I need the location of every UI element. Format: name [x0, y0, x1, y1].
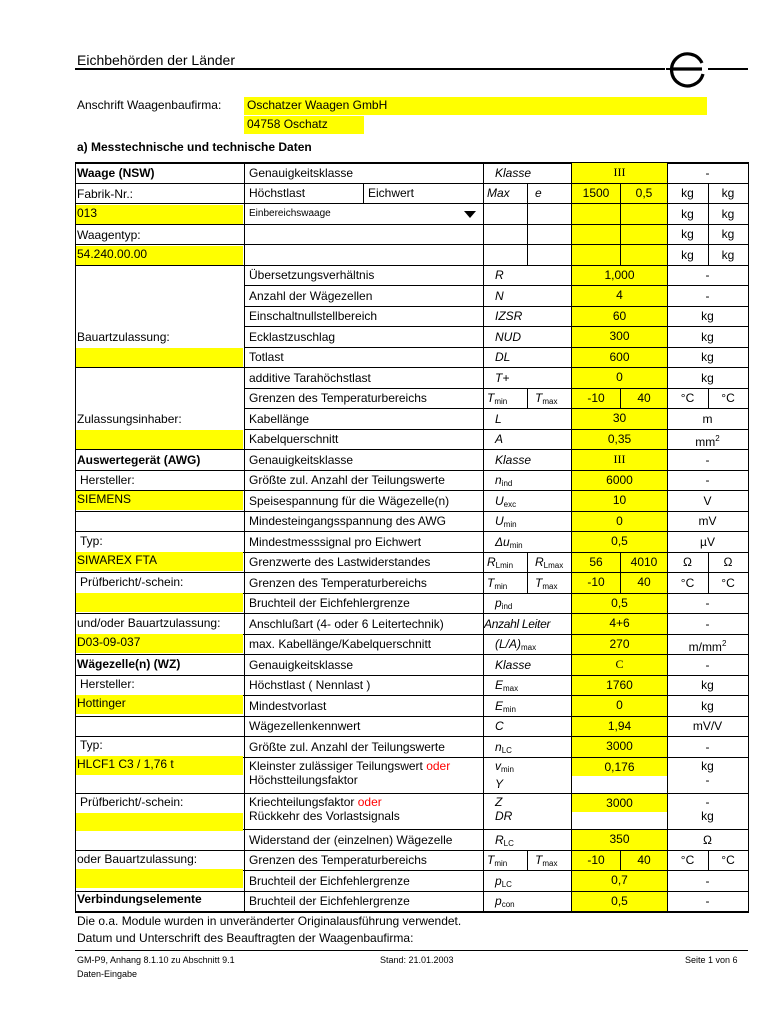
row-16-symbol: $U_{exc}$ — [495, 494, 517, 509]
row-16-unit: V — [703, 494, 712, 508]
row-1-symbol2: e — [535, 186, 542, 200]
row-25-symbol: $E_{max}$ — [495, 678, 519, 693]
left-row-line — [75, 716, 244, 717]
row-10-description: additive Tarahöchstlast — [249, 371, 371, 385]
row-13-description: Kabelquerschnitt — [249, 432, 339, 446]
note-line2: Datum und Unterschrift des Beauftragten der Waagenbaufirma: — [77, 931, 414, 945]
row-17-description: Mindesteingangsspannung des AWG — [249, 514, 447, 528]
row-10-value-field[interactable]: 0 — [572, 368, 667, 388]
row-33-value-field[interactable]: 0,7 — [572, 871, 667, 891]
row-20-value2-field[interactable]: 40 — [621, 573, 667, 593]
left-row-line — [75, 203, 244, 204]
row-7-unit: kg — [701, 309, 714, 323]
col-divider-desc — [244, 162, 245, 911]
row-23-symbol: $(L/A)_{max}$ — [495, 637, 537, 652]
left-row-line — [75, 183, 244, 184]
row-7-description: Einschaltnullstellbereich — [249, 309, 378, 323]
sym-split — [527, 244, 528, 265]
row-29-symbol: $v_{min}$ Y — [495, 759, 514, 791]
footer-bottom: Daten-Eingabe — [77, 969, 138, 979]
row-1-symbol: Max — [487, 186, 510, 200]
left-row-line — [75, 265, 244, 266]
row-11-value2-field[interactable]: 40 — [621, 389, 667, 408]
row-30-description: Kriechteilungsfaktor oder Rückkehr des Vorlastsignals — [249, 795, 400, 823]
awg-hersteller-label: Hersteller: — [80, 473, 135, 487]
row-7-symbol: IZSR — [495, 309, 523, 323]
row-line — [244, 306, 748, 307]
row-13-symbol: A — [495, 432, 504, 446]
row-15-description: Größte zul. Anzahl der Teilungswerte — [249, 473, 445, 487]
row-29-value-field[interactable]: 0,176 — [572, 758, 667, 776]
row-line — [244, 675, 748, 676]
row-26-description: Mindestvorlast — [249, 699, 327, 713]
row-11-symbol: $T_{min}$ — [487, 391, 508, 406]
row-line — [244, 367, 748, 368]
row-5-symbol: R — [495, 268, 504, 282]
row-line — [244, 326, 748, 327]
row-3-unit: kg — [681, 227, 694, 241]
row-14-unit: - — [705, 453, 710, 467]
left-row-line — [75, 572, 244, 573]
wz-typ-field[interactable]: HLCF1 C3 / 1,76 t — [76, 756, 243, 775]
row-1-unit: kg — [681, 186, 694, 200]
row-21-unit: - — [705, 596, 710, 610]
left-row-line — [75, 470, 244, 471]
row-31-unit: Ω — [703, 833, 712, 847]
row-12-unit: m — [702, 412, 713, 426]
row-22-value-field[interactable]: 4+6 — [572, 614, 667, 634]
row-30-unit: - kg — [701, 795, 714, 823]
verbindungselemente-title: Verbindungselemente — [77, 892, 202, 906]
oder-bauartzulassung-field[interactable] — [76, 869, 243, 888]
row-32-unit2: °C — [721, 853, 735, 867]
row-line — [244, 793, 748, 794]
row-24-symbol: Klasse — [495, 658, 532, 672]
undoder-bauartzulassung-label: und/oder Bauartzulassung: — [77, 616, 221, 630]
left-row-line — [75, 224, 244, 225]
row-28-description: Größte zul. Anzahl der Teilungswerte — [249, 740, 445, 754]
row-2-value-field[interactable] — [572, 204, 620, 224]
row-16-description: Speisespannung für die Wägezelle(n) — [249, 494, 450, 508]
row-3-value2-field[interactable] — [621, 225, 667, 244]
left-row-line — [75, 531, 244, 532]
row-32-symbol2: $T_{max}$ — [535, 853, 558, 868]
row-21-symbol: $p_{ind}$ — [495, 596, 513, 611]
row-5-value-field[interactable]: 1,000 — [572, 266, 667, 285]
row-28-unit: - — [705, 740, 710, 754]
bauartzulassung-field[interactable] — [76, 348, 243, 367]
row-1-description: Höchstlast — [249, 186, 306, 200]
dropdown-arrow-icon[interactable] — [464, 211, 476, 219]
row-32-value-field[interactable]: -10 — [572, 851, 620, 870]
row-8-symbol: NUD — [495, 330, 521, 344]
row-20-unit2: °C — [721, 576, 735, 590]
row-31-value-field[interactable]: 350 — [572, 830, 667, 850]
row-15-symbol: $n_{ind}$ — [495, 473, 513, 488]
row-11-unit: °C — [680, 391, 695, 405]
awg-pruefbericht-label: Prüfbericht/-schein: — [80, 575, 184, 589]
col-divider-sym — [483, 162, 484, 911]
row-19-description: Grenzwerte des Lastwiderstandes — [249, 555, 431, 569]
row-4-unit: kg — [681, 248, 694, 262]
zulassungsinhaber-label: Zulassungsinhaber: — [77, 412, 182, 426]
wz-hersteller-field[interactable]: Hottinger — [76, 695, 243, 714]
awg-title: Auswertegerät (AWG) — [77, 453, 201, 467]
left-row-line — [75, 654, 244, 655]
row-line — [244, 224, 748, 225]
footer-right: Seite 1 von 6 — [685, 955, 738, 965]
row-19-value-field[interactable]: 56 — [572, 553, 620, 572]
waage-title: Waage (NSW) — [77, 166, 155, 180]
row-6-unit: - — [705, 289, 710, 303]
row-18-value-field[interactable]: 0,5 — [572, 532, 667, 552]
row-23-unit: $m/mm^2$ — [688, 639, 727, 654]
sym-split — [527, 572, 528, 593]
row-16-value-field[interactable]: 10 — [572, 491, 667, 511]
row-15-value-field[interactable]: 6000 — [572, 471, 667, 490]
row-11-value-field[interactable]: -10 — [572, 389, 620, 408]
row-26-value-field[interactable]: 0 — [572, 696, 667, 716]
row-line — [244, 265, 748, 266]
row-34-description: Bruchteil der Eichfehlergrenze — [249, 894, 410, 908]
footer-rule — [75, 950, 748, 951]
row-18-description: Mindestmesssignal pro Eichwert — [249, 535, 422, 549]
awg-typ-field[interactable]: SIWAREX FTA — [76, 552, 243, 571]
row-26-unit: kg — [701, 699, 714, 713]
row-7-value-field[interactable]: 60 — [572, 307, 667, 326]
row-line — [244, 388, 748, 389]
row-19-symbol2: $R_{Lmax}$ — [535, 555, 564, 570]
wz-pruefbericht-label: Prüfbericht/-schein: — [80, 795, 184, 809]
row-6-description: Anzahl der Wägezellen — [249, 289, 373, 303]
left-row-line — [75, 613, 244, 614]
row-11-symbol2: $T_{max}$ — [535, 391, 558, 406]
note-line1: Die o.a. Module wurden in unveränderter Originalausführung verwendet. — [77, 914, 462, 928]
row-line — [244, 347, 748, 348]
section-title: a) Messtechnische und technische Daten — [77, 140, 312, 154]
desc-split — [363, 183, 364, 203]
row-33-description: Bruchteil der Eichfehlergrenze — [249, 874, 410, 888]
left-row-line — [75, 244, 244, 245]
row-24-value-field[interactable]: C — [572, 655, 667, 675]
row-28-symbol: $n_{LC}$ — [495, 740, 512, 755]
row-17-value-field[interactable]: 0 — [572, 512, 667, 531]
row-9-value-field[interactable]: 600 — [572, 348, 667, 367]
left-row-line — [75, 675, 244, 676]
sym-split — [527, 552, 528, 572]
row-12-description: Kabellänge — [249, 412, 310, 426]
row-18-unit: µV — [700, 535, 715, 549]
row-23-description: max. Kabellänge/Kabelquerschnitt — [249, 637, 432, 651]
row-5-description: Übersetzungsverhältnis — [249, 268, 375, 282]
fabrik-label: Fabrik-Nr.: — [77, 187, 134, 201]
zulassungsinhaber-field[interactable] — [76, 430, 243, 449]
row-2-unit2: kg — [721, 207, 735, 221]
table-left-border — [75, 162, 76, 913]
waagentyp-field[interactable]: 54.240.00.00 — [76, 246, 243, 265]
row-32-value2-field[interactable]: 40 — [621, 851, 667, 870]
oder-bauartzulassung-label: oder Bauartzulassung: — [77, 852, 198, 866]
wz-pruefbericht-field[interactable] — [76, 813, 243, 831]
row-22-unit: - — [705, 617, 710, 631]
row-1-description2: Eichwert — [368, 186, 415, 200]
row-line — [244, 449, 748, 450]
row-32-symbol: $T_{min}$ — [487, 853, 508, 868]
sym-split — [527, 203, 528, 224]
row-6-value-field[interactable]: 4 — [572, 286, 667, 306]
row-25-description: Höchstlast ( Nennlast ) — [249, 678, 371, 692]
row-14-symbol: Klasse — [495, 453, 532, 467]
left-row-line — [75, 736, 244, 737]
row-27-unit: mV/V — [692, 719, 723, 733]
row-line — [244, 829, 748, 830]
row-0-symbol: Klasse — [495, 166, 532, 180]
row-14-value-field[interactable]: III — [572, 450, 667, 470]
wz-hersteller-label: Hersteller: — [80, 677, 135, 691]
row-23-value-field[interactable]: 270 — [572, 635, 667, 654]
row-22-symbol: Anzahl Leiter — [484, 617, 551, 631]
row-19-value2-field[interactable]: 4010 — [621, 553, 667, 572]
row-28-value-field[interactable]: 3000 — [572, 737, 667, 757]
row-line — [244, 470, 748, 471]
sym-split — [527, 388, 528, 408]
row-line — [244, 736, 748, 737]
sym-split — [527, 850, 528, 870]
row-8-description: Ecklastzuschlag — [249, 330, 336, 344]
row-29-unit: kg - — [701, 759, 714, 787]
table-bottom-border — [75, 911, 748, 913]
row-20-value-field[interactable]: -10 — [572, 573, 620, 593]
row-line — [244, 203, 748, 204]
row-19-symbol: $R_{Lmin}$ — [487, 555, 514, 570]
left-row-line — [75, 449, 244, 450]
row-line — [244, 634, 748, 635]
undoder-bauartzulassung-field[interactable]: D03-09-037 — [76, 634, 243, 653]
sym-split — [527, 183, 528, 203]
row-0-description: Genauigkeitsklasse — [249, 166, 354, 180]
address-label: Anschrift Waagenbaufirma: — [77, 98, 222, 112]
left-row-line — [75, 367, 244, 368]
row-8-unit: kg — [701, 330, 714, 344]
row-20-symbol: $T_{min}$ — [487, 576, 508, 591]
row-26-symbol: $E_{min}$ — [495, 699, 516, 714]
wz-title: Wägezelle(n) (WZ) — [77, 657, 181, 671]
row-9-symbol: DL — [495, 350, 511, 364]
row-15-unit: - — [705, 473, 710, 487]
company-city-field[interactable]: 04758 Oschatz — [244, 116, 364, 134]
waagenart-dropdown[interactable] — [245, 205, 483, 224]
row-10-symbol: T+ — [495, 371, 510, 385]
row-19-unit2: Ω — [723, 555, 733, 569]
row-29-description: Kleinster zulässiger Teilungswert oder Höchstteilungsfaktor — [249, 759, 451, 787]
row-25-value-field[interactable]: 1760 — [572, 676, 667, 695]
row-2-unit: kg — [681, 207, 694, 221]
bauartzulassung-label: Bauartzulassung: — [77, 330, 170, 344]
row-31-symbol: $R_{LC}$ — [495, 833, 514, 848]
row-9-unit: kg — [701, 350, 714, 364]
row-20-description: Grenzen des Temperaturbereichs — [249, 576, 427, 590]
row-11-description: Grenzen des Temperaturbereichs — [249, 391, 427, 405]
wz-typ-label: Typ: — [80, 738, 103, 752]
sym-split — [527, 224, 528, 244]
desc-split — [363, 203, 364, 204]
row-line — [244, 183, 748, 184]
table-right-border — [748, 162, 749, 913]
row-20-symbol2: $T_{max}$ — [535, 576, 558, 591]
row-24-description: Genauigkeitsklasse — [249, 658, 354, 672]
row-2-description: Einbereichswaage — [249, 208, 331, 219]
row-34-unit: - — [705, 894, 710, 908]
awg-pruefbericht-field[interactable] — [76, 593, 243, 612]
row-line — [244, 244, 748, 245]
row-33-symbol: $p_{LC}$ — [495, 874, 512, 889]
footer-left: GM-P9, Anhang 8.1.10 zu Abschnitt 9.1 — [77, 955, 235, 965]
row-13-unit: $mm^2$ — [695, 434, 720, 449]
row-32-description: Grenzen des Temperaturbereichs — [249, 853, 427, 867]
row-31-description: Widerstand der (einzelnen) Wägezelle — [249, 833, 453, 847]
row-8-value-field[interactable]: 300 — [572, 327, 667, 347]
row-1-value2-field[interactable]: 0,5 — [621, 184, 667, 203]
page-title: Eichbehörden der Länder — [77, 52, 236, 68]
row-19-unit: Ω — [683, 555, 692, 569]
row-34-value-field[interactable]: 0,5 — [572, 892, 667, 911]
row-21-value-field[interactable]: 0,5 — [572, 594, 667, 613]
row-14-description: Genauigkeitsklasse — [249, 453, 354, 467]
awg-typ-label: Typ: — [80, 534, 103, 548]
company-name-field[interactable]: Oschatzer Waagen GmbH — [244, 97, 707, 115]
row-17-unit: mV — [698, 514, 717, 528]
row-6-symbol: N — [495, 289, 504, 303]
row-13-value-field[interactable]: 0,35 — [572, 430, 667, 449]
row-33-unit: - — [705, 874, 710, 888]
row-27-description: Wägezellenkennwert — [249, 719, 361, 733]
left-row-line — [75, 511, 244, 512]
row-11-unit2: °C — [721, 391, 735, 405]
waagentyp-label: Waagentyp: — [77, 228, 141, 242]
row-12-value-field[interactable]: 30 — [572, 409, 667, 429]
row-18-symbol: $\Delta u_{min}$ — [495, 535, 523, 550]
row-27-value-field[interactable]: 1,94 — [572, 717, 667, 736]
row-30-symbol: Z DR — [495, 795, 513, 823]
row-4-value2-field[interactable] — [621, 245, 667, 265]
row-line — [244, 285, 748, 286]
footer-middle: Stand: 21.01.2003 — [380, 955, 454, 965]
row-30-value-field[interactable]: 3000 — [572, 794, 667, 812]
row-3-value-field[interactable] — [572, 225, 620, 244]
row-0-unit: - — [705, 166, 710, 180]
row-9-description: Totlast — [249, 350, 284, 364]
row-25-unit: kg — [701, 678, 714, 692]
awg-hersteller-field[interactable]: SIEMENS — [76, 491, 243, 510]
row-22-description: Anschlußart (4- oder 6 Leitertechnik) — [249, 617, 444, 631]
row-4-value-field[interactable] — [572, 245, 620, 265]
row-0-value-field[interactable]: III — [572, 163, 667, 183]
row-3-unit2: kg — [721, 227, 735, 241]
row-27-symbol: C — [495, 719, 504, 733]
row-24-unit: - — [705, 658, 710, 672]
row-21-description: Bruchteil der Eichfehlergrenze — [249, 596, 410, 610]
row-line — [244, 429, 748, 430]
row-20-unit: °C — [680, 576, 695, 590]
row-32-unit: °C — [680, 853, 695, 867]
row-1-unit2: kg — [721, 186, 735, 200]
row-1-value-field[interactable]: 1500 — [572, 184, 620, 203]
row-4-unit2: kg — [721, 248, 735, 262]
left-row-line — [75, 793, 244, 794]
row-2-value2-field[interactable] — [621, 204, 667, 224]
row-10-unit: kg — [701, 371, 714, 385]
fabrik-nr-field[interactable]: 013 — [76, 205, 243, 224]
row-34-symbol: $p_{con}$ — [495, 894, 515, 909]
left-row-line — [75, 850, 244, 851]
row-17-symbol: $U_{min}$ — [495, 514, 517, 529]
row-12-symbol: L — [495, 412, 502, 426]
row-5-unit: - — [705, 268, 710, 282]
